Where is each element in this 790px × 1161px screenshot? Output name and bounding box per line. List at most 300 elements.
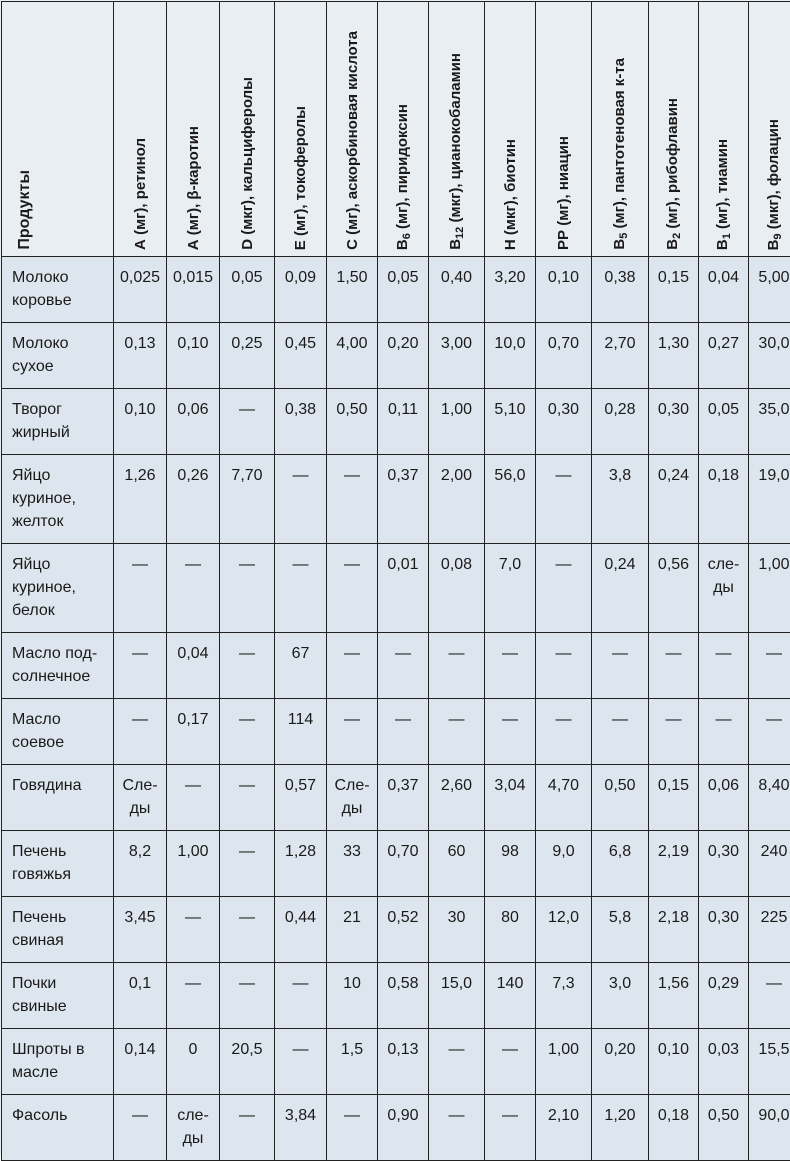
value-cell [327, 544, 378, 633]
value-cell [378, 257, 429, 323]
value-text: 4,70 [538, 774, 589, 797]
value-cell [485, 963, 536, 1029]
value-text: 0,04 [701, 266, 746, 289]
value-cell [536, 831, 592, 897]
value-text: 0,56 [651, 553, 696, 576]
value-text: — [277, 553, 324, 576]
value-cell [378, 963, 429, 1029]
value-cell [114, 699, 167, 765]
table-row [2, 257, 790, 323]
value-cell [485, 765, 536, 831]
product-name-line: белок [12, 599, 111, 622]
vitamin-letter: B [664, 239, 681, 250]
value-cell [749, 1095, 790, 1161]
value-text: 2,70 [594, 332, 646, 355]
value-text: 8,40 [751, 774, 790, 797]
value-text: 0,24 [651, 464, 696, 487]
value-cell [592, 389, 649, 455]
value-text: 0,40 [431, 266, 482, 289]
value-text: 0,70 [380, 840, 426, 863]
value-cell [649, 633, 699, 699]
table-row [2, 544, 790, 633]
value-cell [485, 544, 536, 633]
value-text: 0,17 [169, 708, 217, 731]
value-text: 0,14 [116, 1038, 164, 1061]
value-text: 2,60 [431, 774, 482, 797]
value-cell [699, 455, 749, 544]
value-text: 3,04 [487, 774, 533, 797]
column-header-vitamin [749, 2, 790, 257]
value-cell [275, 544, 327, 633]
vitamin-letter: A [132, 239, 149, 250]
value-text: 0,05 [380, 266, 426, 289]
value-cell [429, 963, 485, 1029]
value-cell [536, 897, 592, 963]
value-cell [275, 1029, 327, 1095]
value-cell [749, 831, 790, 897]
product-name-line: куриное, [12, 487, 111, 510]
value-cell [536, 455, 592, 544]
vitamin-letter: B [447, 239, 464, 250]
value-cell [327, 323, 378, 389]
value-cell [649, 257, 699, 323]
value-text: 1,56 [651, 972, 696, 995]
value-text: 0,06 [701, 774, 746, 797]
value-cell [275, 323, 327, 389]
value-text: 0,58 [380, 972, 426, 995]
table-header [2, 2, 790, 257]
product-name-cell [2, 963, 114, 1029]
vitamin-subscript: 6 [401, 233, 413, 239]
value-text: 0,05 [701, 398, 746, 421]
value-text: 2,10 [538, 1104, 589, 1127]
value-text: 0,38 [594, 266, 646, 289]
value-text: — [701, 642, 746, 665]
value-cell [592, 897, 649, 963]
value-cell [429, 1029, 485, 1095]
value-text: — [487, 708, 533, 731]
value-text: — [116, 708, 164, 731]
column-header-label [394, 104, 413, 250]
value-cell [327, 963, 378, 1029]
value-text: 0,50 [594, 774, 646, 797]
value-text: 5,8 [594, 906, 646, 929]
vitamin-letter: B [714, 239, 731, 250]
value-cell [485, 699, 536, 765]
value-cell [536, 1029, 592, 1095]
value-cell [429, 897, 485, 963]
value-text: 0,50 [701, 1104, 746, 1127]
value-text: — [329, 553, 375, 576]
value-text: — [116, 553, 164, 576]
value-cell [485, 1095, 536, 1161]
column-header-vitamin [220, 2, 275, 257]
value-cell [275, 963, 327, 1029]
vitamin-letter: B [394, 239, 411, 250]
value-cell [749, 257, 790, 323]
value-cell [536, 963, 592, 1029]
value-text: 0,45 [277, 332, 324, 355]
value-cell [749, 389, 790, 455]
value-text: — [222, 708, 272, 731]
value-cell [167, 831, 220, 897]
value-cell [699, 1095, 749, 1161]
product-name-cell [2, 455, 114, 544]
value-cell [220, 389, 275, 455]
value-cell [429, 633, 485, 699]
value-text: 0,15 [651, 774, 696, 797]
value-cell [378, 389, 429, 455]
product-name-line: сухое [12, 355, 111, 378]
value-cell [592, 963, 649, 1029]
value-cell [167, 257, 220, 323]
value-cell [592, 831, 649, 897]
table-row [2, 1029, 790, 1095]
value-text: 3,8 [594, 464, 646, 487]
column-header-label [344, 31, 361, 250]
column-header-vitamin [275, 2, 327, 257]
value-cell [749, 323, 790, 389]
vitamin-description: (мг), β-каротин [185, 126, 202, 239]
value-text: 21 [329, 906, 375, 929]
value-cell [592, 455, 649, 544]
value-cell [699, 257, 749, 323]
value-cell [749, 1029, 790, 1095]
value-cell [749, 897, 790, 963]
product-name-line: соевое [12, 731, 111, 754]
value-text: 12,0 [538, 906, 589, 929]
vitamin-letter: PP [555, 230, 572, 250]
column-header-label [447, 53, 466, 250]
value-text: — [329, 642, 375, 665]
column-header-label [239, 77, 256, 250]
table-row [2, 963, 790, 1029]
value-cell [592, 323, 649, 389]
column-header-product [2, 2, 114, 257]
value-text: 0,01 [380, 553, 426, 576]
value-cell [429, 389, 485, 455]
value-text: — [380, 708, 426, 731]
value-text: 0,04 [169, 642, 217, 665]
value-cell [327, 765, 378, 831]
value-cell [114, 455, 167, 544]
value-text: 0,44 [277, 906, 324, 929]
value-cell [114, 323, 167, 389]
vitamin-description: (мкг), фолацин [765, 119, 782, 233]
value-text: 60 [431, 840, 482, 863]
value-cell [378, 897, 429, 963]
value-text: — [431, 1038, 482, 1061]
value-cell [114, 897, 167, 963]
value-cell [327, 831, 378, 897]
value-text: 10 [329, 972, 375, 995]
vitamin-description: (мг), пиридоксин [394, 104, 411, 233]
product-name-line: Печень [12, 906, 111, 929]
value-cell [114, 257, 167, 323]
value-cell [429, 455, 485, 544]
value-text: 67 [277, 642, 324, 665]
product-name-cell [2, 389, 114, 455]
value-text: — [222, 398, 272, 421]
value-text: 114 [277, 708, 324, 731]
value-cell [749, 544, 790, 633]
value-cell [167, 963, 220, 1029]
product-name-line: Печень [12, 840, 111, 863]
vitamin-letter: B [765, 239, 782, 250]
value-cell [220, 257, 275, 323]
product-name-cell [2, 699, 114, 765]
value-cell [114, 963, 167, 1029]
value-cell [536, 633, 592, 699]
value-cell [592, 1029, 649, 1095]
vitamin-description: (мкг), биотин [502, 139, 519, 239]
product-name-line: коровье [12, 289, 111, 312]
value-text: 0,50 [329, 398, 375, 421]
product-name-line: масле [12, 1061, 111, 1084]
value-text: 1,28 [277, 840, 324, 863]
value-cell [485, 897, 536, 963]
value-cell [327, 1029, 378, 1095]
value-text: 56,0 [487, 464, 533, 487]
value-text: 7,70 [222, 464, 272, 487]
value-text: — [222, 1104, 272, 1127]
value-cell [749, 963, 790, 1029]
value-cell [114, 389, 167, 455]
value-cell [327, 389, 378, 455]
column-header-vitamin [592, 2, 649, 257]
column-header-label [292, 106, 309, 250]
product-name-cell [2, 1095, 114, 1161]
vitamin-table [1, 1, 790, 1161]
value-text: ды [116, 797, 164, 820]
value-text: ды [329, 797, 375, 820]
value-text: 20,5 [222, 1038, 272, 1061]
value-text: — [329, 708, 375, 731]
value-text: 0,11 [380, 398, 426, 421]
product-name-line: желток [12, 510, 111, 533]
value-cell [699, 699, 749, 765]
column-header-label [611, 58, 630, 250]
value-cell [592, 257, 649, 323]
value-cell [275, 455, 327, 544]
value-text: — [751, 708, 790, 731]
value-cell [592, 1095, 649, 1161]
product-name-cell [2, 897, 114, 963]
value-text: 98 [487, 840, 533, 863]
value-text: 225 [751, 906, 790, 929]
value-text: 9,0 [538, 840, 589, 863]
value-text: — [169, 906, 217, 929]
column-header-label [555, 136, 572, 250]
vitamin-description: (мг), аскорбиновая кислота [344, 31, 361, 239]
product-name-line: Молоко [12, 266, 111, 289]
value-text: 240 [751, 840, 790, 863]
value-cell [649, 963, 699, 1029]
value-cell [220, 699, 275, 765]
value-cell [699, 831, 749, 897]
value-cell [429, 699, 485, 765]
value-cell [220, 831, 275, 897]
product-name-line: свиная [12, 929, 111, 952]
vitamin-letter: A [185, 239, 202, 250]
value-text: 0,03 [701, 1038, 746, 1061]
value-cell [536, 1095, 592, 1161]
product-name-line: Масло [12, 708, 111, 731]
value-text: — [651, 642, 696, 665]
value-cell [167, 1029, 220, 1095]
value-text: 0,38 [277, 398, 324, 421]
value-cell [378, 633, 429, 699]
value-cell [378, 1095, 429, 1161]
value-text: — [431, 642, 482, 665]
value-cell [749, 765, 790, 831]
table-row [2, 389, 790, 455]
value-cell [378, 544, 429, 633]
value-text: 0,30 [701, 840, 746, 863]
value-text: — [169, 553, 217, 576]
value-text: — [431, 708, 482, 731]
value-text: 0,28 [594, 398, 646, 421]
product-name-line: свиные [12, 995, 111, 1018]
product-name-line: солнечное [12, 665, 111, 688]
vitamin-description: (мг), ниацин [555, 136, 572, 230]
table-row [2, 323, 790, 389]
value-text: — [751, 972, 790, 995]
product-name-line: говяжья [12, 863, 111, 886]
value-text: 7,0 [487, 553, 533, 576]
vitamin-description: (мкг), цианокобаламин [447, 53, 464, 227]
value-cell [167, 544, 220, 633]
value-cell [485, 257, 536, 323]
product-name-cell [2, 633, 114, 699]
value-text: — [222, 553, 272, 576]
value-cell [699, 633, 749, 699]
product-name-cell [2, 765, 114, 831]
value-cell [649, 699, 699, 765]
value-cell [649, 323, 699, 389]
value-text: 3,0 [594, 972, 646, 995]
value-cell [429, 831, 485, 897]
value-cell [275, 831, 327, 897]
product-name-line: Фасоль [12, 1104, 111, 1127]
value-text: — [222, 774, 272, 797]
value-text: 0,30 [651, 398, 696, 421]
value-cell [592, 633, 649, 699]
value-cell [485, 1029, 536, 1095]
value-cell [699, 389, 749, 455]
value-text: — [169, 972, 217, 995]
value-text: — [487, 642, 533, 665]
value-text: 0,30 [538, 398, 589, 421]
value-text: 0,10 [116, 398, 164, 421]
value-cell [378, 323, 429, 389]
value-text: 5,10 [487, 398, 533, 421]
value-cell [114, 765, 167, 831]
value-text: 0,1 [116, 972, 164, 995]
value-cell [275, 257, 327, 323]
value-text: 1,00 [169, 840, 217, 863]
value-cell [749, 699, 790, 765]
value-text: 5,00 [751, 266, 790, 289]
value-text: 8,2 [116, 840, 164, 863]
column-header-vitamin [485, 2, 536, 257]
value-text: 0,30 [701, 906, 746, 929]
value-text: 0,37 [380, 774, 426, 797]
value-text: 0,05 [222, 266, 272, 289]
value-text: 0,06 [169, 398, 217, 421]
product-name-cell [2, 323, 114, 389]
value-text: сле- [701, 553, 746, 576]
value-cell [275, 633, 327, 699]
value-text: 0,18 [701, 464, 746, 487]
value-text: 15,5 [751, 1038, 790, 1061]
value-text: 0,18 [651, 1104, 696, 1127]
value-text: 0,15 [651, 266, 696, 289]
table-row [2, 831, 790, 897]
product-name-cell [2, 831, 114, 897]
value-text: 0,13 [380, 1038, 426, 1061]
product-name-line: Молоко [12, 332, 111, 355]
value-cell [220, 323, 275, 389]
value-text: — [222, 642, 272, 665]
table-body [2, 257, 790, 1161]
value-cell [649, 1029, 699, 1095]
value-cell [327, 633, 378, 699]
vitamin-letter: E [292, 240, 309, 250]
vitamin-subscript: 2 [671, 233, 683, 239]
value-text: — [651, 708, 696, 731]
value-cell [167, 1095, 220, 1161]
product-name-cell [2, 1029, 114, 1095]
product-name-line: Яйцо [12, 464, 111, 487]
value-text: 80 [487, 906, 533, 929]
value-cell [429, 544, 485, 633]
value-text: 10,0 [487, 332, 533, 355]
value-cell [699, 963, 749, 1029]
value-text: 90,0 [751, 1104, 790, 1127]
value-text: 15,0 [431, 972, 482, 995]
value-text: 1,50 [329, 266, 375, 289]
value-text: — [538, 708, 589, 731]
vitamin-letter: H [502, 239, 519, 250]
column-header-label [502, 139, 519, 250]
vitamin-description: (мг), рибофлавин [664, 98, 681, 233]
value-cell [699, 1029, 749, 1095]
value-text: — [487, 1104, 533, 1127]
value-cell [649, 455, 699, 544]
value-cell [536, 765, 592, 831]
value-cell [220, 455, 275, 544]
column-header-vitamin [114, 2, 167, 257]
value-cell [378, 765, 429, 831]
value-text: 7,3 [538, 972, 589, 995]
value-text: 4,00 [329, 332, 375, 355]
value-text: 30 [431, 906, 482, 929]
column-header-vitamin [378, 2, 429, 257]
value-cell [275, 699, 327, 765]
value-cell [699, 323, 749, 389]
value-cell [485, 633, 536, 699]
vitamin-subscript: 12 [454, 227, 466, 239]
value-cell [378, 831, 429, 897]
value-text: 0,10 [651, 1038, 696, 1061]
product-name-line: жирный [12, 421, 111, 444]
vitamin-letter: B [611, 239, 628, 250]
value-cell [649, 389, 699, 455]
value-text: — [329, 1104, 375, 1127]
value-cell [649, 831, 699, 897]
value-text: Сле- [116, 774, 164, 797]
